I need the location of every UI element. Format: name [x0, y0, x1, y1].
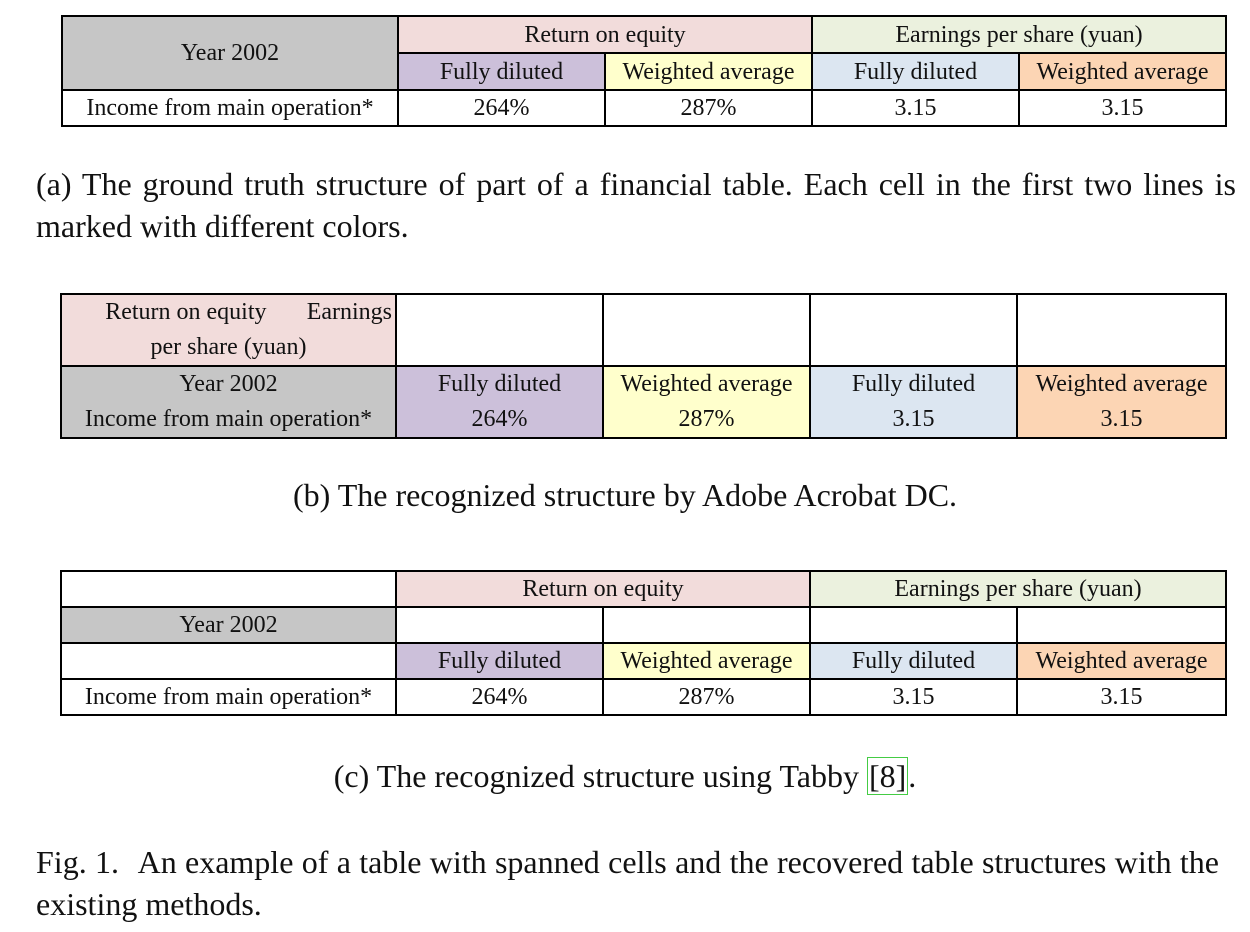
- value-cell: 264%: [398, 90, 605, 126]
- roe-weighted-average-header: Weighted average: [605, 53, 812, 90]
- year-header-cell: Year 2002: [62, 16, 398, 90]
- merged-cell: [810, 366, 1017, 438]
- empty-cell: [396, 607, 603, 643]
- merged-cell-line1: Weighted average: [1035, 371, 1208, 397]
- tabby-recognized-table: [60, 570, 1227, 716]
- merged-cell: [603, 366, 810, 438]
- earnings-per-share-header: Earnings per share (yuan): [812, 16, 1226, 53]
- value-cell: 3.15: [1017, 679, 1226, 715]
- merged-cell-line2: 3.15: [1100, 406, 1143, 432]
- roe-weighted-average-header: Weighted average: [603, 643, 810, 679]
- eps-weighted-average-header: Weighted average: [1019, 53, 1226, 90]
- value-cell: 3.15: [812, 90, 1019, 126]
- value-cell: 3.15: [810, 679, 1017, 715]
- citation-link[interactable]: [8]: [868, 758, 907, 794]
- merged-cell-line2: 264%: [471, 406, 528, 432]
- row-label-cell: Income from main operation*: [62, 90, 398, 126]
- caption-c-end: .: [908, 758, 917, 794]
- merged-year-text: Year 2002: [179, 371, 278, 397]
- value-cell: 287%: [605, 90, 812, 126]
- return-on-equity-header: Return on equity: [396, 571, 810, 607]
- empty-cell: [603, 607, 810, 643]
- merged-cell-line1: Fully diluted: [437, 371, 562, 397]
- caption-c-text: (c) The recognized structure using Tabby: [333, 758, 867, 794]
- figure-label: Fig. 1.: [36, 844, 120, 880]
- value-cell: 264%: [396, 679, 603, 715]
- merged-cell: [396, 366, 603, 438]
- earnings-per-share-header: Earnings per share (yuan): [810, 571, 1226, 607]
- merged-cell: [1017, 366, 1226, 438]
- merged-cell-line1: Weighted average: [620, 371, 793, 397]
- merged-header-cell: [61, 294, 396, 366]
- eps-weighted-average-header: Weighted average: [1017, 643, 1226, 679]
- ground-truth-table: [61, 15, 1227, 127]
- eps-fully-diluted-header: Fully diluted: [810, 643, 1017, 679]
- figure-caption: [36, 841, 1219, 925]
- caption-b: (b) The recognized structure by Adobe Acrobat DC.: [292, 477, 958, 513]
- empty-cell: [396, 294, 603, 366]
- empty-cell: [1017, 294, 1226, 366]
- empty-cell: [603, 294, 810, 366]
- merged-row-label-text: Income from main operation*: [84, 406, 373, 432]
- caption-a: (a) The ground truth structure of part of a financial table. Each cell in the first two lines is marked with different colors.: [36, 166, 1236, 244]
- merged-year-row-cell: [61, 366, 396, 438]
- adobe-recognized-table: [60, 293, 1227, 439]
- empty-cell: [810, 607, 1017, 643]
- merged-header-roe-text: Return on equity: [105, 299, 267, 325]
- return-on-equity-header: Return on equity: [398, 16, 812, 53]
- value-cell: 287%: [603, 679, 810, 715]
- roe-fully-diluted-header: Fully diluted: [396, 643, 603, 679]
- merged-header-earnings-text: Earnings: [306, 299, 392, 325]
- caption-c: [0, 755, 1250, 797]
- empty-cell: [61, 571, 396, 607]
- value-cell: 3.15: [1019, 90, 1226, 126]
- merged-cell-line2: 287%: [678, 406, 735, 432]
- roe-fully-diluted-header: Fully diluted: [398, 53, 605, 90]
- empty-cell: [61, 643, 396, 679]
- figure-caption-text: An example of a table with spanned cells and the recovered table structures with the existing methods.: [36, 844, 1220, 922]
- empty-cell: [810, 294, 1017, 366]
- merged-cell-line2: 3.15: [892, 406, 935, 432]
- empty-cell: [1017, 607, 1226, 643]
- year-header-cell: Year 2002: [61, 607, 396, 643]
- eps-fully-diluted-header: Fully diluted: [812, 53, 1019, 90]
- merged-cell-line1: Fully diluted: [851, 371, 976, 397]
- row-label-cell: Income from main operation*: [61, 679, 396, 715]
- merged-header-rest-text: per share (yuan): [150, 334, 307, 360]
